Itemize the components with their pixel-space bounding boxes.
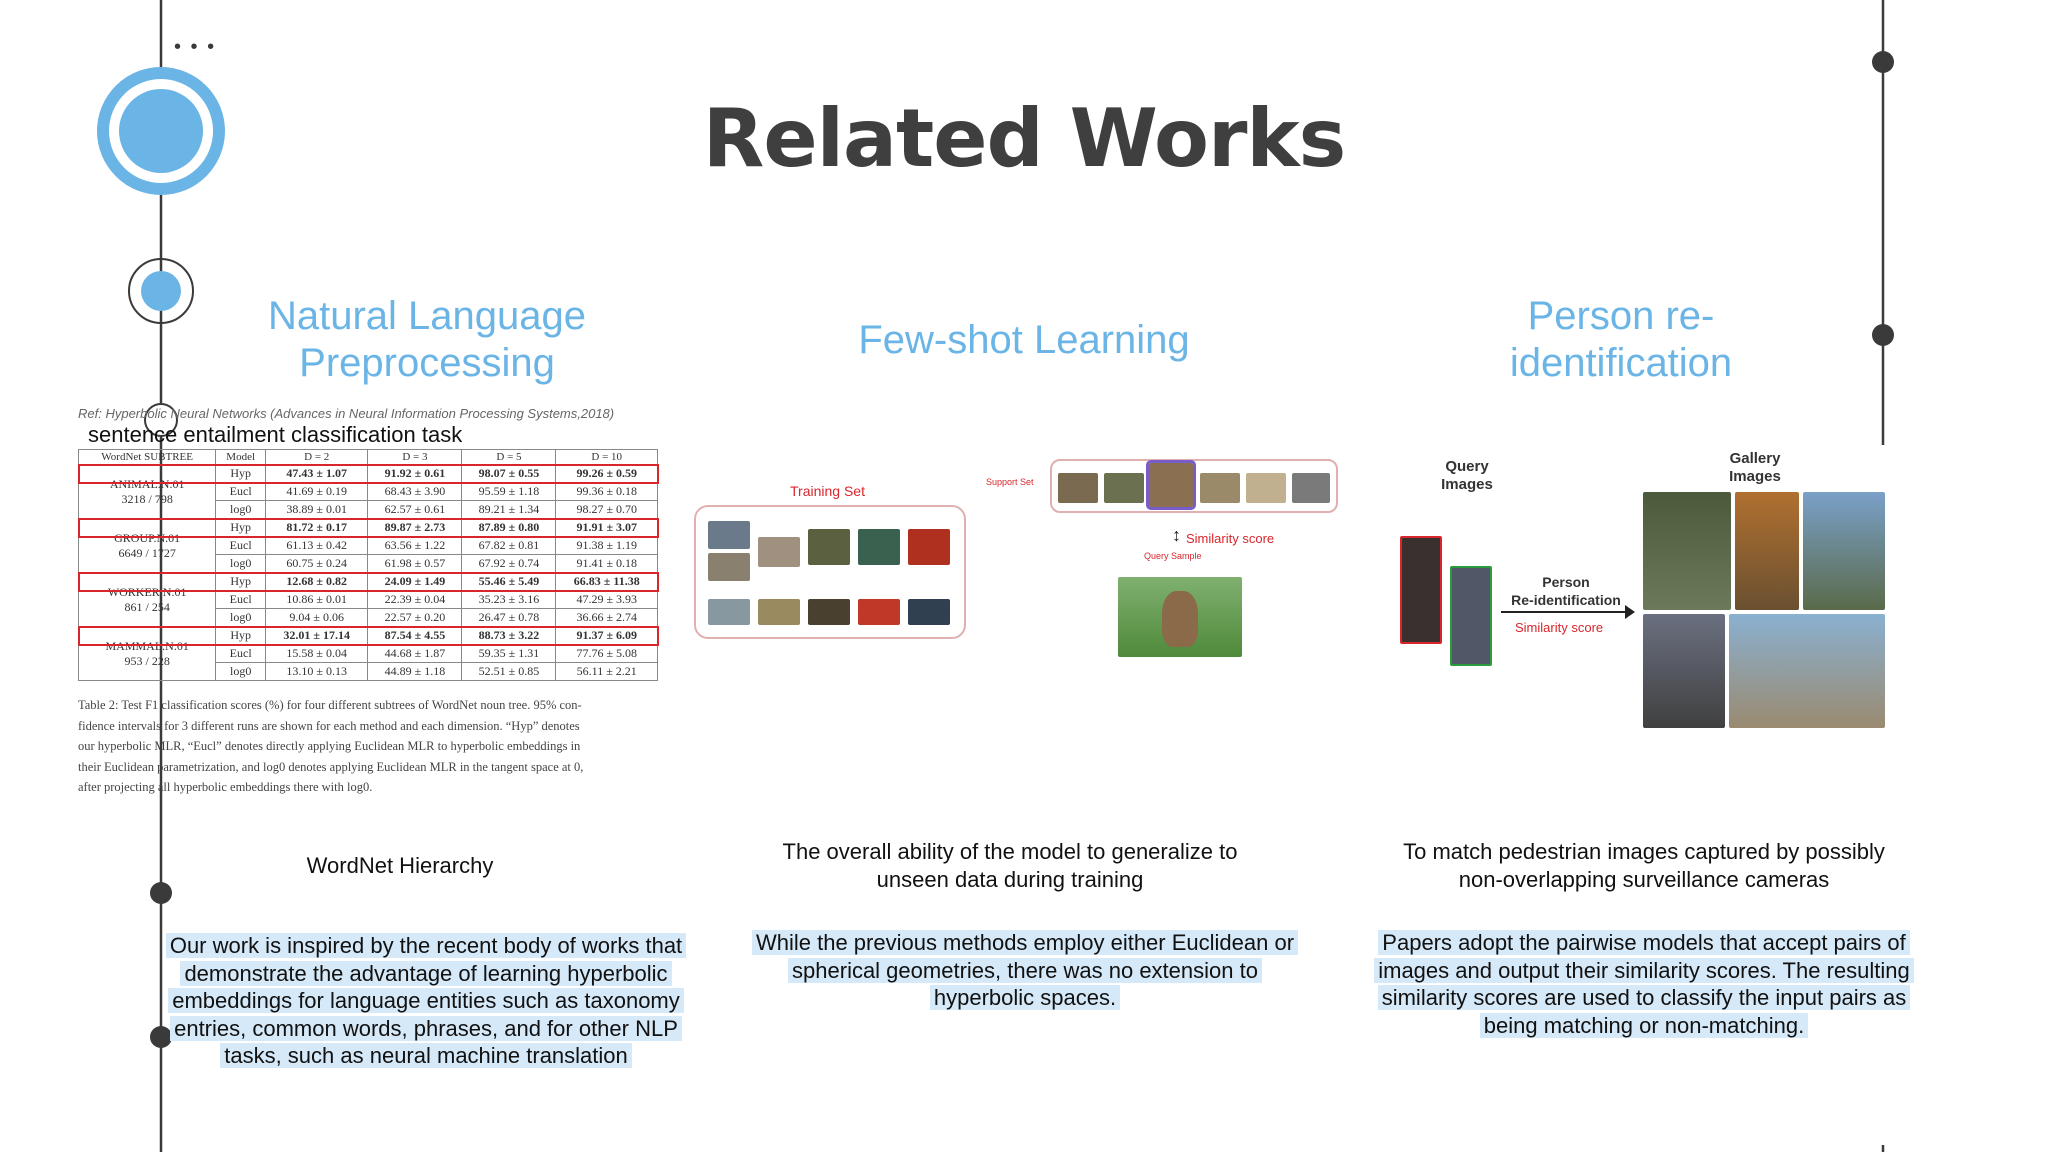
score-cell: 91.37 ± 6.09 [556,627,658,645]
model-cell: Hyp [216,519,266,537]
description-line: Our work is inspired by the recent body of works that [166,933,686,958]
score-cell: 13.10 ± 0.13 [266,663,368,681]
table-caption-line: their Euclidean parametrization, and log0 denotes applying Euclidean MLR in the tangent space at 0, [78,759,584,774]
model-cell: log0 [216,663,266,681]
description-line: demonstrate the advantage of learning hyperbolic [180,961,671,986]
query-image [1450,566,1492,666]
model-cell: Hyp [216,573,266,591]
column-title-line: Person re- [1527,294,1715,338]
gallery-image [1643,614,1725,728]
score-cell: 67.82 ± 0.81 [462,537,556,555]
query-sample-label: Query Sample [1144,551,1202,561]
caption-line: To match pedestrian images captured by possibly [1403,839,1885,864]
query-image [1400,536,1442,644]
score-cell: 56.11 ± 2.21 [556,663,658,681]
score-cell: 59.35 ± 1.31 [462,645,556,663]
score-cell: 91.91 ± 3.07 [556,519,658,537]
column-title-fewshot [824,317,1224,364]
support-image [1200,473,1240,503]
support-image [1292,473,1330,503]
score-cell: 99.26 ± 0.59 [556,465,658,483]
score-cell: 32.01 ± 17.14 [266,627,368,645]
model-cell: log0 [216,609,266,627]
training-image [708,553,750,581]
caption-line: The overall ability of the model to generalize to [782,839,1238,864]
model-cell: log0 [216,501,266,519]
subtree-counts: 3218 / 798 [121,491,173,506]
score-cell: 91.41 ± 0.18 [556,555,658,573]
training-set-box [694,505,966,639]
subtree-name: GROUP.N.01 [114,530,181,545]
subtree-counts: 861 / 254 [124,599,170,614]
table-header-cell: D = 5 [462,450,556,465]
subtree-cell [79,627,216,681]
score-cell: 99.36 ± 0.18 [556,483,658,501]
score-cell: 15.58 ± 0.04 [266,645,368,663]
table-header-cell: Model [216,450,266,465]
subtree-cell [79,573,216,627]
score-cell: 61.13 ± 0.42 [266,537,368,555]
training-image [908,599,950,625]
subtree-cell [79,465,216,519]
reid-figure [1395,446,1895,746]
score-cell: 77.76 ± 5.08 [556,645,658,663]
description-line: While the previous methods employ either Euclidean or [752,930,1298,955]
column-title-line: Few-shot Learning [858,318,1190,362]
training-set-label: Training Set [790,483,865,499]
score-cell: 61.98 ± 0.57 [368,555,462,573]
similarity-score-label: Similarity score [1186,531,1275,546]
subtree-counts: 953 / 228 [124,653,170,668]
model-cell: Eucl [216,537,266,555]
score-cell: 68.43 ± 3.90 [368,483,462,501]
score-cell: 47.43 ± 1.07 [266,465,368,483]
fewshot-figure [690,455,1340,655]
table-caption-line: Table 2: Test F1 classification scores (%) for four different subtrees of WordNet noun tree. 95% con- [78,698,582,712]
results-table [78,449,658,681]
column-title-line: Preprocessing [299,341,555,385]
training-image [758,537,800,567]
score-cell: 24.09 ± 1.49 [368,573,462,591]
description-line: Papers adopt the pairwise models that accept pairs of [1378,930,1909,955]
model-cell: Eucl [216,483,266,501]
slide-title: Related Works [702,92,1346,185]
table-header-cell: D = 10 [556,450,658,465]
description-line: spherical geometries, there was no extension to [788,958,1262,983]
description-reid [1349,929,1939,1039]
score-cell: 35.23 ± 3.16 [462,591,556,609]
score-cell: 91.38 ± 1.19 [556,537,658,555]
score-cell: 87.54 ± 4.55 [368,627,462,645]
score-cell: 60.75 ± 0.24 [266,555,368,573]
score-cell: 9.04 ± 0.06 [266,609,368,627]
table-caption-line: after projecting all hyperbolic embeddings there with log0. [78,780,373,794]
score-cell: 41.69 ± 0.19 [266,483,368,501]
figure-caption-nlp: WordNet Hierarchy [306,853,494,878]
column-title-line: identification [1509,341,1733,385]
figure-caption-reid [1374,838,1914,894]
figure-caption-fewshot [760,838,1260,894]
table-header-cell: D = 2 [266,450,368,465]
training-image [708,599,750,625]
subtree-cell [79,519,216,573]
score-cell: 22.57 ± 0.20 [368,609,462,627]
training-image [908,529,950,565]
training-image [858,529,900,565]
gallery-image [1643,492,1731,610]
gallery-image [1803,492,1885,610]
score-cell: 26.47 ± 0.78 [462,609,556,627]
table-row-highlighted [79,519,658,537]
score-cell: 67.92 ± 0.74 [462,555,556,573]
arrow-label-line: Person [1542,574,1590,590]
score-cell: 44.89 ± 1.18 [368,663,462,681]
model-cell: Hyp [216,465,266,483]
score-cell: 10.86 ± 0.01 [266,591,368,609]
support-set-label: Support Set [986,477,1034,487]
support-set-box [1050,459,1338,513]
score-cell: 89.21 ± 1.34 [462,501,556,519]
right-arrow-icon [1501,611,1631,613]
description-fewshot [730,929,1320,1012]
training-image [808,529,850,565]
query-image [1118,577,1242,657]
gallery-image [1735,492,1799,610]
score-cell: 55.46 ± 5.49 [462,573,556,591]
results-table-figure [78,449,668,798]
model-cell: log0 [216,555,266,573]
score-cell: 98.27 ± 0.70 [556,501,658,519]
table-caption-line: our hyperbolic MLR, “Eucl” denotes directly applying Euclidean MLR to hyperbolic embeddings in [78,739,581,753]
query-images-label: Query Images [1441,458,1493,493]
description-line: being matching or non-matching. [1480,1013,1808,1038]
similarity-score-label: Similarity score [1515,620,1604,635]
description-line: tasks, such as neural machine translation [220,1043,632,1068]
column-title-reid [1421,293,1821,387]
score-cell: 87.89 ± 0.80 [462,519,556,537]
table-caption-line: fidence intervals for 3 different runs are shown for each method and each dimension. “Hyp” denotes [78,718,580,733]
reid-arrow-label [1501,573,1631,609]
table-row-highlighted [79,573,658,591]
score-cell: 62.57 ± 0.61 [368,501,462,519]
model-cell: Hyp [216,627,266,645]
subtree-name: WORKER.N.01 [107,584,187,599]
more-dots-icon[interactable]: • • • [174,36,217,58]
gallery-image [1729,614,1885,728]
score-cell: 88.73 ± 3.22 [462,627,556,645]
description-line: embeddings for language entities such as taxonomy [168,988,684,1013]
score-cell: 47.29 ± 3.93 [556,591,658,609]
score-cell: 66.83 ± 11.38 [556,573,658,591]
model-cell: Eucl [216,645,266,663]
description-line: hyperbolic spaces. [930,985,1120,1010]
description-line: similarity scores are used to classify the input pairs as [1378,985,1911,1010]
task-label: sentence entailment classification task [88,422,463,447]
description-nlp [143,932,709,1070]
up-down-arrow-icon: ↕ [1172,525,1181,545]
arrow-label-line: Re-identification [1511,592,1621,608]
arrow-head-icon [1625,605,1635,619]
caption-line: unseen data during training [876,867,1144,892]
reference-text: Ref: Hyperbolic Neural Networks (Advances in Neural Information Processing Systems,2018) [78,406,615,421]
score-cell: 44.68 ± 1.87 [368,645,462,663]
gallery-images-label: Gallery Images [1729,450,1781,485]
table-header-cell: D = 3 [368,450,462,465]
subtree-name: ANIMAL.N.01 [109,476,185,491]
training-image [858,599,900,625]
table-row-highlighted [79,627,658,645]
subtree-counts: 6649 / 1727 [118,545,176,560]
score-cell: 22.39 ± 0.04 [368,591,462,609]
column-title-line: Natural Language [267,294,587,338]
caption-line: non-overlapping surveillance cameras [1458,867,1830,892]
score-cell: 38.89 ± 0.01 [266,501,368,519]
score-cell: 81.72 ± 0.17 [266,519,368,537]
score-cell: 52.51 ± 0.85 [462,663,556,681]
score-cell: 95.59 ± 1.18 [462,483,556,501]
training-image [758,599,800,625]
support-image-selected [1149,463,1193,507]
training-image [808,599,850,625]
column-title-nlp [227,293,627,387]
score-cell: 12.68 ± 0.82 [266,573,368,591]
score-cell: 98.07 ± 0.55 [462,465,556,483]
table-caption [78,695,668,798]
table-header-row [79,450,658,465]
support-image [1058,473,1098,503]
training-image [708,521,750,549]
support-image [1104,473,1144,503]
score-cell: 36.66 ± 2.74 [556,609,658,627]
model-cell: Eucl [216,591,266,609]
support-image [1246,473,1286,503]
subtree-name: MAMMAL.N.01 [105,638,189,653]
score-cell: 91.92 ± 0.61 [368,465,462,483]
score-cell: 63.56 ± 1.22 [368,537,462,555]
table-row-highlighted [79,465,658,483]
description-line: images and output their similarity scores. The resulting [1374,958,1914,983]
table-header-cell: WordNet SUBTREE [79,450,216,465]
description-line: entries, common words, phrases, and for other NLP [170,1016,682,1041]
score-cell: 89.87 ± 2.73 [368,519,462,537]
